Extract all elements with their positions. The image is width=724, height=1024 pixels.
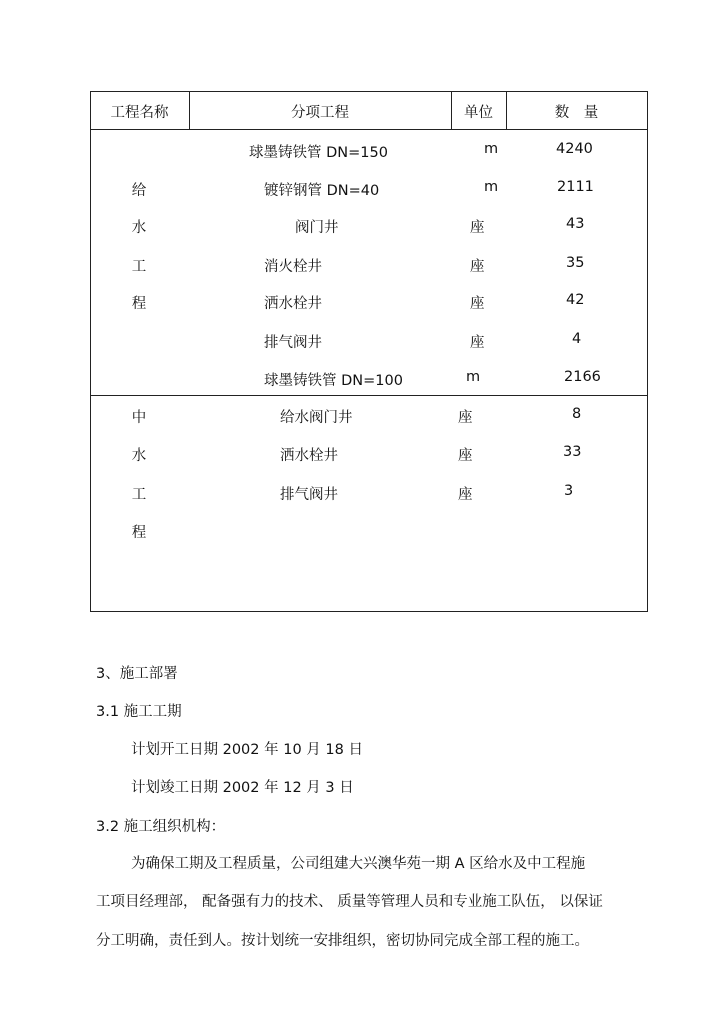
section-3-heading: 3、施工部署 — [96, 666, 178, 682]
table-row-item: 消火栓井 — [264, 259, 322, 275]
group2-name-char-1: 中 — [131, 410, 147, 426]
table-row-unit: 座 — [458, 410, 473, 426]
table-bottom-border — [90, 611, 648, 612]
paragraph-line-1: 为确保工期及工程质量，公司组建大兴澳华苑一期 A 区给水及中工程施 — [131, 856, 586, 872]
table-left-border — [90, 91, 91, 612]
table-row-unit: m — [484, 141, 499, 157]
paragraph-line-3: 分工明确，责任到人。按计划统一安排组织，密切协同完成全部工程的施工。 — [96, 933, 589, 949]
table-row-unit: 座 — [470, 259, 485, 275]
group1-name-char-3: 工 — [131, 259, 147, 275]
header-quantity: 数 量 — [554, 105, 599, 121]
table-row-item: 阀门井 — [295, 220, 339, 236]
planned-start-date: 计划开工日期 2002 年 10 月 18 日 — [131, 742, 363, 758]
table-row-unit: m — [466, 369, 481, 385]
table-row-qty: 4240 — [556, 141, 593, 157]
table-row-item: 洒水栓井 — [264, 296, 322, 312]
group-divider — [90, 395, 648, 396]
table-row-qty: 8 — [572, 406, 582, 422]
table-row-unit: m — [484, 179, 499, 195]
header-project-name: 工程名称 — [110, 105, 169, 121]
table-right-border — [647, 91, 648, 612]
planned-finish-date: 计划竣工日期 2002 年 12 月 3 日 — [131, 780, 354, 796]
section-3-2-heading: 3.2 施工组织机构： — [96, 819, 226, 835]
table-row-unit: 座 — [470, 296, 485, 312]
group1-name-char-2: 水 — [131, 220, 147, 236]
table-row-item: 排气阀井 — [264, 335, 322, 351]
table-row-qty: 3 — [564, 483, 574, 499]
group2-name-char-4: 程 — [131, 525, 147, 541]
table-row-unit: 座 — [470, 220, 485, 236]
group1-name-char-1: 给 — [131, 183, 147, 199]
table-row-item: 给水阀门井 — [280, 410, 353, 426]
table-row-item: 镀锌钢管 DN=40 — [264, 183, 380, 199]
group2-name-char-2: 水 — [131, 448, 147, 464]
table-row-qty: 35 — [566, 255, 585, 271]
table-row-qty: 43 — [566, 216, 585, 232]
table-row-qty: 4 — [572, 331, 582, 347]
table-top-border — [90, 91, 648, 92]
table-row-item: 排气阀井 — [280, 487, 338, 503]
table-row-item: 球墨铸铁管 DN=150 — [249, 145, 388, 161]
table-row-qty: 2111 — [557, 179, 594, 195]
table-row-unit: 座 — [458, 487, 473, 503]
section-3-1-heading: 3.1 施工工期 — [96, 704, 182, 720]
table-row-unit: 座 — [458, 448, 473, 464]
header-sub-item: 分项工程 — [291, 105, 349, 121]
table-row-item: 洒水栓井 — [280, 448, 338, 464]
table-row-unit: 座 — [470, 335, 485, 351]
table-row-qty: 33 — [563, 444, 582, 460]
group1-name-char-4: 程 — [131, 296, 147, 312]
header-unit: 单位 — [464, 105, 493, 121]
table-row-qty: 2166 — [564, 369, 601, 385]
paragraph-line-2: 工项目经理部， 配备强有力的技术、 质量等管理人员和专业施工队伍， 以保证 — [96, 894, 603, 910]
group2-name-char-3: 工 — [131, 487, 147, 503]
header-bottom-border — [90, 129, 648, 130]
table-row-qty: 42 — [566, 292, 585, 308]
table-row-item: 球墨铸铁管 DN=100 — [264, 373, 403, 389]
